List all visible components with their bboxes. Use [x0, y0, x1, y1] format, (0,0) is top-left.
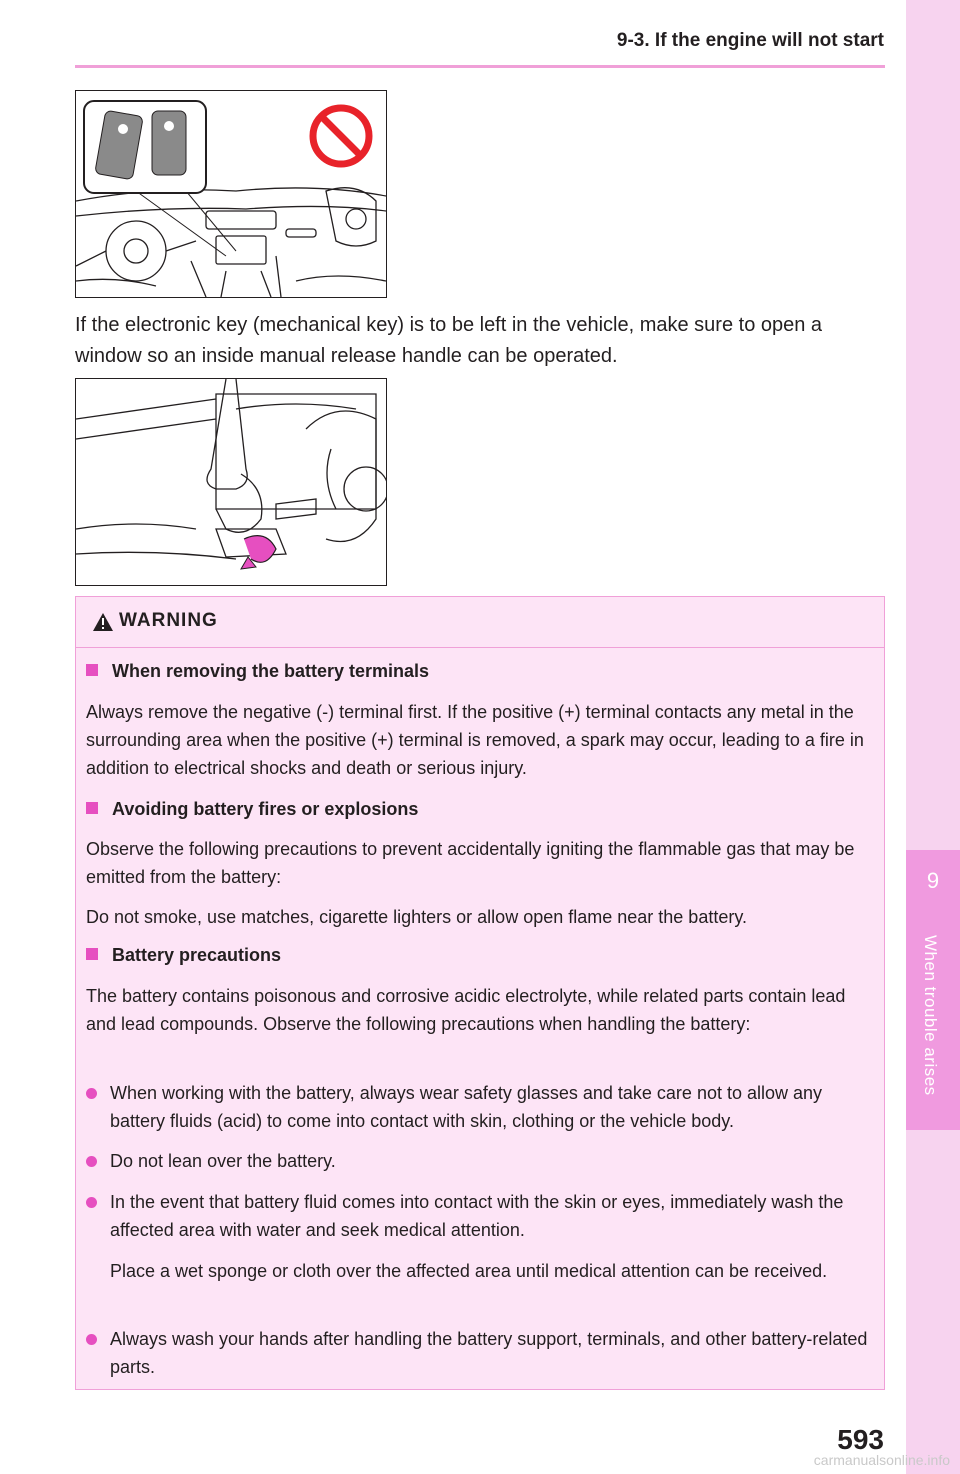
section-heading: Battery precautions	[86, 945, 281, 966]
warning-triangle-icon	[93, 613, 113, 631]
list-item: In the event that battery fluid comes into contact with the skin or eyes, immediately wash the affected area with water and seek medical attention.	[86, 1188, 876, 1244]
section-paragraph: Always remove the negative (-) terminal first. If the positive (+) terminal contacts any metal in the surrounding area when the positive (+) terminal is removed, a spark may occur, leading to a fire in addition to electrical shocks and death or serious injury.	[86, 702, 864, 778]
chapter-label: When trouble arises	[921, 935, 940, 1096]
figure-manual-release-handle	[75, 378, 387, 586]
section-paragraph: The battery contains poisonous and corrosive acidic electrolyte, while related parts contain lead and lead compounds. Observe the following precautions when handling the battery:	[86, 986, 846, 1034]
figure-key-on-dashboard	[75, 90, 387, 298]
round-bullet-icon	[86, 1088, 97, 1099]
section-heading: When removing the battery terminals	[86, 661, 429, 682]
warning-box	[75, 596, 885, 1390]
sub-paragraph: Place a wet sponge or cloth over the affected area until medical attention can be received.	[110, 1261, 828, 1281]
square-bullet-icon	[86, 948, 98, 960]
warning-title: WARNING	[119, 610, 218, 631]
round-bullet-icon	[86, 1334, 97, 1345]
intro-paragraph: If the electronic key (mechanical key) is to be left in the vehicle, make sure to open a window so an inside manual release handle can be operated.	[75, 314, 823, 367]
round-bullet-icon	[86, 1197, 97, 1208]
section-header: 9-3. If the engine will not start	[616, 30, 884, 51]
section-paragraph: Observe the following precautions to prevent accidentally igniting the flammable gas that may be emitted from the battery:	[86, 839, 855, 887]
round-bullet-icon	[86, 1156, 97, 1167]
warning-header	[76, 597, 884, 648]
list-item: Do not lean over the battery.	[86, 1147, 876, 1175]
list-item: When working with the battery, always wear safety glasses and take care not to allow any battery fluids (acid) to come into contact with skin, clothing or the vehicle body.	[86, 1079, 876, 1135]
watermark: carmanualsonline.info	[813, 1452, 950, 1468]
section-paragraph: Do not smoke, use matches, cigarette lighters or allow open flame near the battery.	[86, 907, 747, 927]
chapter-number: 9	[926, 868, 940, 893]
square-bullet-icon	[86, 664, 98, 676]
header-rule	[75, 65, 885, 68]
chapter-side-tab	[906, 0, 960, 1474]
list-item: Always wash your hands after handling the battery support, terminals, and other battery-related parts.	[86, 1325, 876, 1381]
section-heading: Avoiding battery fires or explosions	[86, 799, 418, 820]
prohibition-icon	[313, 108, 369, 164]
page-number: 593	[837, 1424, 884, 1455]
square-bullet-icon	[86, 802, 98, 814]
